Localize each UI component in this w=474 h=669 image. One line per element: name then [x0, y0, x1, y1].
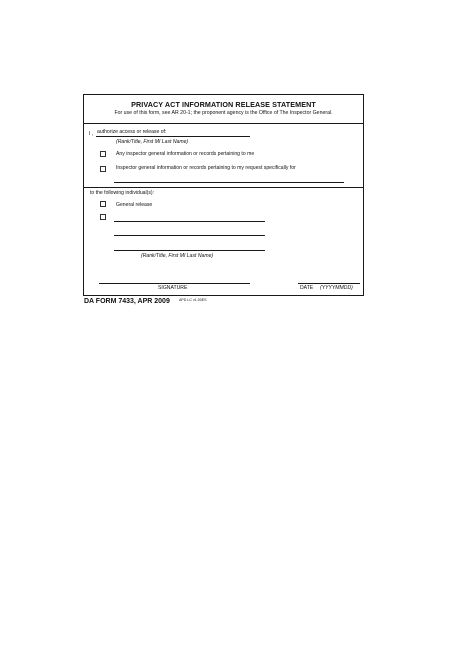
release-statement-form — [83, 94, 364, 296]
recipient-name-line-1[interactable] — [114, 221, 265, 222]
requestor-name-line[interactable] — [96, 136, 250, 137]
signature-line[interactable] — [99, 283, 250, 284]
specific-records-label: Inspector general information or records pertaining to my request specifically for — [116, 165, 296, 171]
recipient-name-line-3[interactable] — [114, 250, 265, 251]
specific-records-checkbox[interactable] — [100, 166, 106, 172]
form-version-code: APD LC v1.00ES — [179, 298, 207, 302]
following-individuals-label: to the following individual(s): — [90, 190, 154, 196]
general-release-checkbox[interactable] — [100, 201, 106, 207]
signature-label: SIGNATURE — [158, 285, 188, 291]
date-line[interactable] — [298, 283, 360, 284]
rank-title-label-1: (Rank/Title, First MI Last Name) — [116, 139, 189, 145]
specific-request-line[interactable] — [114, 182, 344, 183]
date-format-hint: (YYYYMMDD) — [320, 285, 353, 291]
authorize-text: authorize access or release of: — [97, 129, 167, 135]
general-release-label: General release — [116, 202, 153, 208]
recipient-name-line-2[interactable] — [114, 235, 265, 236]
form-title: PRIVACY ACT INFORMATION RELEASE STATEMENT — [131, 100, 316, 109]
any-ig-records-label: Any inspector general information or records pertaining to me — [116, 151, 255, 157]
any-ig-records-checkbox[interactable] — [100, 151, 106, 157]
form-subtitle: For use of this form, see AR 20-1; the proponent agency is the Office of The Inspector General. — [114, 110, 333, 116]
date-label: DATE — [300, 285, 314, 291]
numeral-label: I , — [89, 131, 94, 137]
form-number: DA FORM 7433, APR 2009 — [84, 298, 170, 305]
header-divider — [84, 123, 363, 124]
rank-title-label-2: (Rank/Title, First MI Last Name) — [141, 253, 214, 259]
individual-recipient-checkbox[interactable] — [100, 214, 106, 220]
section-divider — [84, 187, 363, 188]
